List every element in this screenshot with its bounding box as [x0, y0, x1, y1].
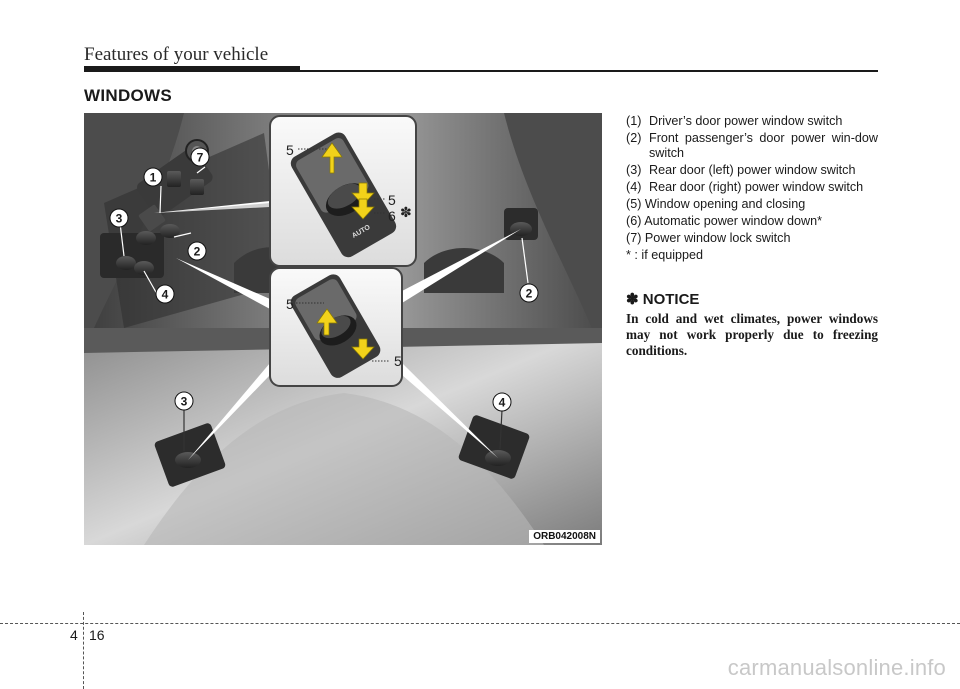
- legend-text: Front passenger’s door power win-dow switch: [649, 131, 878, 160]
- callout-6-auto-down: 6: [388, 208, 396, 224]
- figure-code-label: ORB042008N: [529, 530, 600, 543]
- page-number: 16: [89, 627, 105, 643]
- legend-text: (6) Automatic power window down*: [626, 214, 822, 228]
- legend-text: Driver’s door power window switch: [649, 114, 843, 128]
- page-header-title: Features of your vehicle: [84, 44, 269, 65]
- header-rule-thin: [300, 70, 878, 72]
- callout-4-rear-right: 4: [498, 395, 506, 410]
- notice-body: In cold and wet climates, power windows may not work properly due to freezing conditions.: [626, 311, 878, 358]
- legend-item: [626, 231, 878, 246]
- legend-number: (2): [626, 131, 642, 145]
- legend-number: (3): [626, 163, 642, 177]
- callout-5-close: 5: [388, 192, 396, 208]
- window-switch-illustration: [84, 113, 602, 545]
- callout-7: 7: [196, 150, 204, 165]
- legend-item: [626, 214, 878, 229]
- callout-5-open-rear: 5: [286, 296, 294, 312]
- legend-list: [626, 114, 878, 265]
- legend-text: Rear door (right) power window switch: [649, 180, 864, 194]
- legend-number: (1): [626, 114, 642, 128]
- legend-item: [626, 131, 878, 161]
- legend-number: (4): [626, 180, 642, 194]
- legend-item: [626, 114, 878, 129]
- callout-3: 3: [115, 211, 123, 226]
- notice-title: ✽ NOTICE: [626, 291, 700, 308]
- header-rule-thick: [84, 66, 300, 72]
- callout-2-passenger: 2: [525, 286, 533, 301]
- footnote-text: * : if equipped: [626, 248, 704, 262]
- legend-item: [626, 163, 878, 178]
- callout-5-close-rear: 5: [394, 353, 402, 369]
- footer-divider: [0, 623, 960, 624]
- callout-3-rear-left: 3: [180, 394, 188, 409]
- legend-text: (7) Power window lock switch: [626, 231, 791, 245]
- chapter-number: 4: [70, 627, 78, 643]
- footer-vertical-divider: [83, 612, 84, 689]
- legend-item: [626, 197, 878, 212]
- auto-label: AUTO: [350, 223, 372, 240]
- callout-5-open: 5: [286, 142, 294, 158]
- callout-4: 4: [161, 287, 169, 302]
- watermark: carmanualsonline.info: [727, 655, 946, 680]
- footnote: [626, 248, 878, 263]
- callout-1: 1: [149, 170, 157, 185]
- legend-text: Rear door (left) power window switch: [649, 163, 856, 177]
- section-title: WINDOWS: [84, 86, 173, 105]
- legend-text: (5) Window opening and closing: [626, 197, 806, 211]
- legend-item: [626, 180, 878, 195]
- callout-if-equipped-mark: ✽: [400, 205, 412, 221]
- callout-2: 2: [193, 244, 201, 259]
